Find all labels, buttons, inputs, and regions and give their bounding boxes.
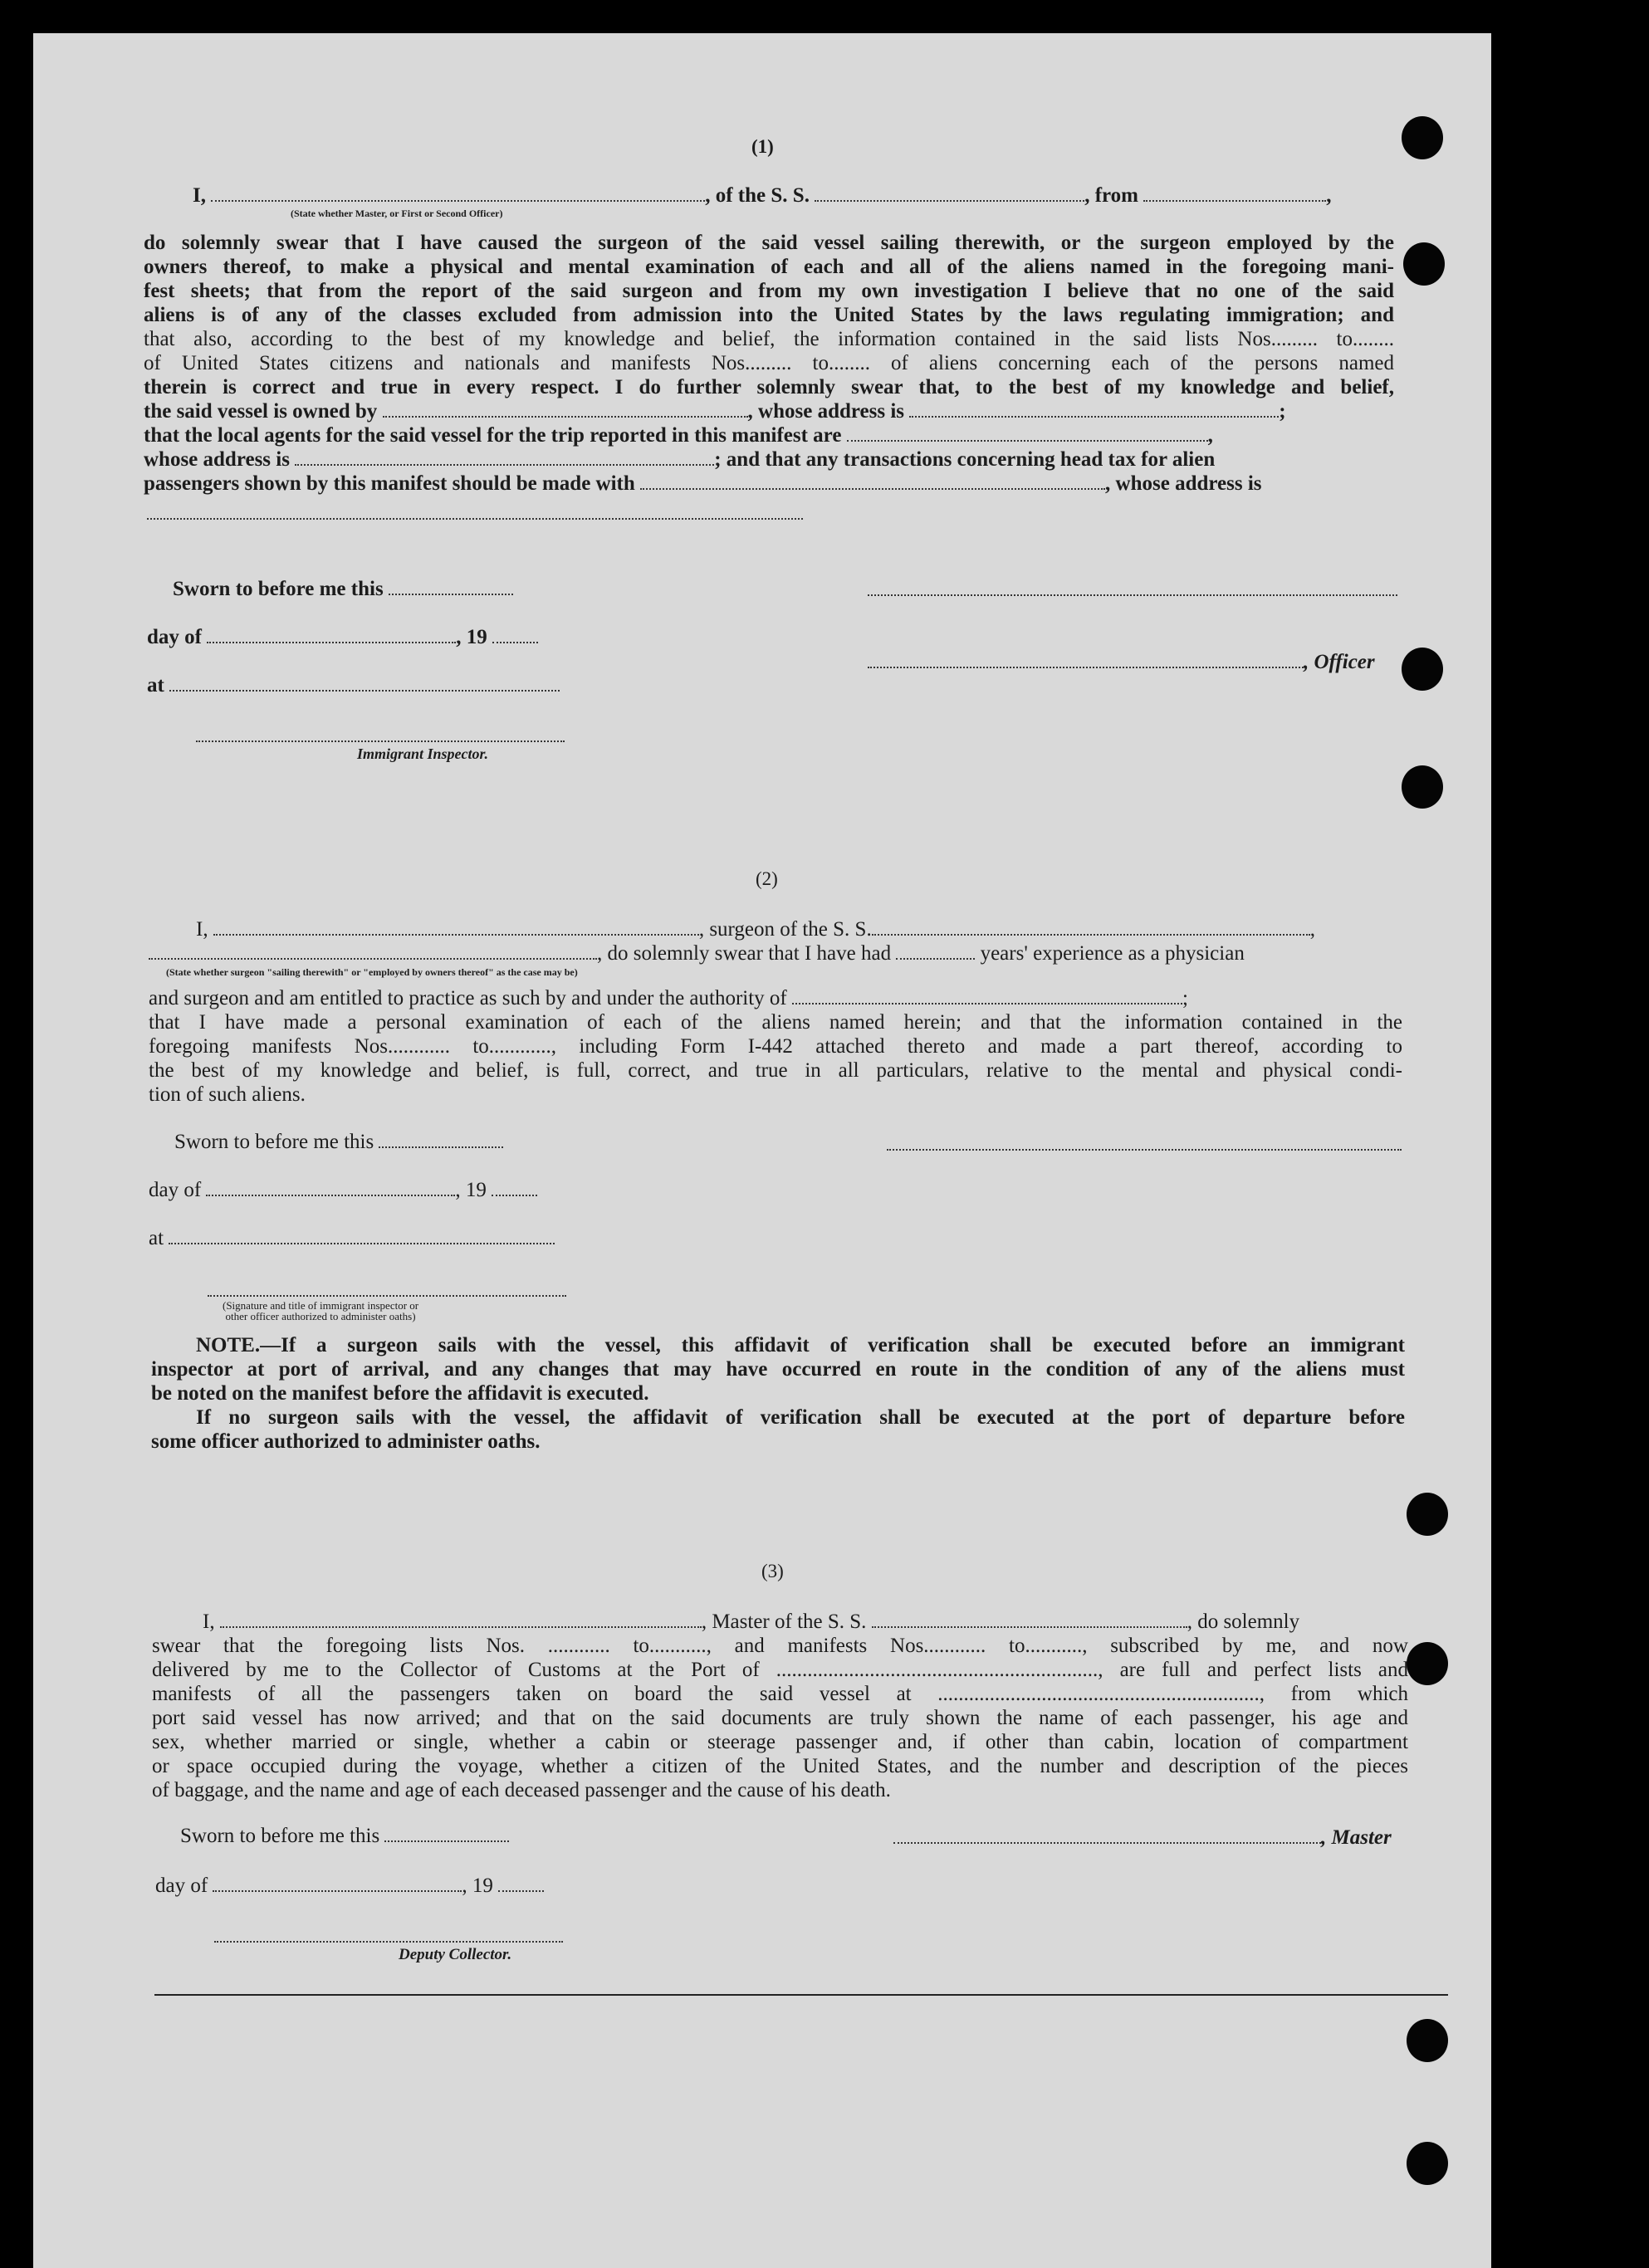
sworn-label: Sworn to before me this	[174, 1131, 374, 1153]
day-of-line	[147, 626, 538, 649]
punch-hole-icon	[1407, 1642, 1448, 1685]
of-ss-label: , of the S. S.	[705, 184, 810, 207]
paragraph-line	[144, 447, 1394, 472]
pronoun: I,	[203, 1611, 215, 1633]
inspector-signature-blank	[208, 1295, 566, 1297]
agents-address-blank	[295, 452, 714, 466]
paragraph-line: of baggage, and the name and age of each deceased passenger and the cause of his death.	[152, 1779, 891, 1801]
year-blank	[492, 1182, 537, 1196]
surgeon-of-label: , surgeon of the S. S.	[698, 918, 872, 941]
day-of-label: day of	[149, 1179, 202, 1201]
passengers-label: passengers shown by this manifest should be made with	[144, 472, 635, 495]
signature-blank	[887, 1149, 1402, 1151]
month-blank	[207, 629, 456, 643]
field-note: (State whether Master, or First or Second Officer)	[291, 208, 503, 219]
from-label: , from	[1084, 184, 1138, 207]
ship-blank	[815, 188, 1084, 202]
paragraph-line: some officer authorized to administer oaths.	[151, 1430, 541, 1453]
paragraph-line: delivered by me to the Collector of Customs at the Port of .............................................................., are full and perfect lists and	[152, 1659, 1408, 1681]
collector-signature-blank	[214, 1941, 563, 1943]
year-blank	[492, 629, 538, 643]
agents-blank	[847, 428, 1208, 442]
at-label: at	[149, 1227, 164, 1249]
paragraph-line	[144, 423, 1394, 447]
comma: ,	[1309, 918, 1315, 941]
opening-line	[193, 184, 1332, 208]
paragraph-line: foregoing manifests Nos............ to............, including Form I-442 attached thereto and made a part thereof, according to	[149, 1035, 1402, 1058]
sworn-line	[173, 578, 513, 601]
opening-line	[196, 918, 1315, 941]
paragraph-line: aliens is of any of the classes excluded from admission into the United States by the laws regulating immigration; and	[144, 304, 1394, 326]
paragraph-line: be noted on the manifest before the affidavit is executed.	[151, 1382, 649, 1405]
at-label: at	[147, 674, 164, 697]
place-blank	[169, 677, 560, 692]
punch-hole-icon	[1407, 2142, 1448, 2185]
at-line	[147, 674, 560, 697]
day-blank	[379, 1134, 503, 1148]
punch-hole-icon	[1407, 1493, 1448, 1536]
master-paragraph	[152, 1634, 1408, 1802]
comma: ,	[1326, 184, 1332, 207]
address-label: whose address is	[144, 448, 290, 471]
day-blank	[389, 581, 513, 595]
owned-by-label: the said vessel is owned by	[144, 400, 378, 423]
sworn-line	[180, 1825, 509, 1848]
agents-label: that the local agents for the said vessel for the trip reported in this manifest are	[144, 424, 842, 447]
comma: ,	[1207, 424, 1213, 447]
years-text: years' experience as a physician	[980, 942, 1245, 965]
name-blank	[211, 188, 705, 202]
punch-hole-icon	[1403, 242, 1445, 286]
capacity-blank	[149, 946, 597, 960]
oath-paragraph	[144, 231, 1394, 496]
pronoun: I,	[196, 918, 208, 941]
address-label: , whose address is	[1105, 472, 1262, 495]
head-tax-text: ; and that any transactions concerning head tax for alien	[714, 448, 1216, 471]
day-blank	[384, 1828, 509, 1842]
master-signature-blank	[893, 1830, 1321, 1844]
punch-hole-icon	[1402, 765, 1443, 809]
place-blank	[169, 1230, 555, 1244]
year-label: , 19	[462, 1875, 493, 1897]
paragraph-line	[144, 472, 1394, 496]
authority-text: and surgeon and am entitled to practice as such by and under the authority of	[149, 987, 787, 1009]
paragraph-line: swear that the foregoing lists Nos. ............ to..........., and manifests Nos............ to..........., subscribed by me, and now	[152, 1635, 1408, 1657]
paragraph-line: that also, according to the best of my knowledge and belief, the information contained in the said lists Nos......... to........	[144, 328, 1394, 350]
inspector-label: Immigrant Inspector.	[357, 745, 489, 762]
swear-line	[149, 942, 1245, 965]
master-label: , Master	[1321, 1826, 1392, 1849]
semicolon: ;	[1279, 400, 1286, 423]
paragraph-line: of United States citizens and nationals and manifests Nos......... to........ of aliens concerning each of the persons named	[144, 352, 1394, 374]
field-note: (State whether surgeon "sailing therewith" or "employed by owners thereof" as the case may be)	[166, 966, 578, 978]
master-of-label: , Master of the S. S.	[701, 1611, 867, 1633]
paragraph-line: or space occupied during the voyage, whether a citizen of the United States, and the number and description of the pieces	[152, 1755, 1408, 1777]
authority-blank	[792, 990, 1182, 1004]
day-of-line	[155, 1875, 544, 1898]
paragraph-line	[144, 399, 1394, 423]
paragraph-line: do solemnly swear that I have caused the surgeon of the said vessel sailing therewith, or the surgeon employed by the	[144, 232, 1394, 254]
years-blank	[896, 946, 975, 960]
day-of-label: day of	[147, 626, 202, 648]
form-sheet	[33, 33, 1491, 2268]
sworn-line	[174, 1131, 503, 1154]
paragraph-line: sex, whether married or single, whether a cabin or steerage passenger and, if other than cabin, location of compartment	[152, 1731, 1408, 1753]
port-blank	[1143, 188, 1326, 202]
paragraph-line: the best of my knowledge and belief, is full, correct, and true in all particulars, relative to the mental and physical condi-	[149, 1059, 1402, 1082]
owner-address-blank	[909, 403, 1279, 418]
month-blank	[213, 1878, 462, 1892]
ship-blank	[872, 921, 1310, 936]
paragraph-line: manifests of all the passengers taken on board the said vessel at .............................................................., from which	[152, 1683, 1408, 1705]
surgeon-paragraph	[149, 986, 1402, 1107]
collector-label: Deputy Collector.	[399, 1946, 512, 1963]
solemnly-text: , do solemnly	[1187, 1611, 1300, 1633]
officer-label: , Officer	[1304, 651, 1375, 673]
signature-caption	[223, 1300, 418, 1322]
address-blank	[147, 518, 803, 520]
swear-text: , do solemnly swear that I have had	[597, 942, 892, 965]
pronoun: I,	[193, 184, 206, 207]
punch-hole-icon	[1402, 116, 1443, 159]
surgeon-name-blank	[213, 921, 699, 936]
head-tax-agent-blank	[640, 476, 1105, 490]
paragraph-line: owners thereof, to make a physical and mental examination of each and all of the aliens named in the foregoing mani-	[144, 256, 1394, 278]
year-label: , 19	[456, 626, 487, 648]
officer-signature-blank	[868, 654, 1304, 668]
punch-hole-icon	[1407, 2019, 1448, 2062]
punch-hole-icon	[1402, 648, 1443, 691]
paragraph-line: If no surgeon sails with the vessel, the affidavit of verification shall be executed at the port of departure before	[196, 1406, 1405, 1429]
caption-line: other officer authorized to administer oaths)	[225, 1310, 416, 1322]
paragraph-line: therein is correct and true in every respect. I do further solemnly swear that, to the best of my knowledge and belief,	[144, 376, 1394, 398]
at-line	[149, 1227, 555, 1250]
master-name-blank	[220, 1614, 702, 1628]
paragraph-line: that I have made a personal examination of each of the aliens named herein; and that the information contained in the	[149, 1011, 1402, 1034]
year-blank	[498, 1878, 544, 1892]
ship-blank	[872, 1614, 1187, 1628]
opening-line	[203, 1611, 1299, 1634]
note-paragraph	[151, 1333, 1405, 1454]
bottom-rule	[154, 1994, 1448, 1996]
section-heading: (3)	[761, 1561, 784, 1581]
signature-blank	[868, 594, 1397, 596]
day-of-label: day of	[155, 1875, 208, 1897]
paragraph-line: NOTE.—If a surgeon sails with the vessel, this affidavit of verification shall be executed before an immigrant	[196, 1334, 1405, 1356]
paragraph-line: fest sheets; that from the report of the said surgeon and from my own investigation I believe that no one of the said	[144, 280, 1394, 302]
day-of-line	[149, 1179, 537, 1202]
month-blank	[206, 1182, 455, 1196]
sworn-label: Sworn to before me this	[180, 1825, 380, 1847]
semicolon: ;	[1182, 987, 1188, 1009]
paragraph-line: inspector at port of arrival, and any changes that may have occurred en route in the condition of any of the aliens must	[151, 1358, 1405, 1381]
section-heading: (1)	[751, 136, 774, 157]
inspector-signature-blank	[196, 741, 565, 742]
paragraph-line	[149, 986, 1402, 1010]
section-heading: (2)	[756, 868, 778, 889]
address-label: , whose address is	[747, 400, 905, 423]
caption-line: (Signature and title of immigrant inspector or	[223, 1299, 419, 1312]
master-signature-line	[893, 1826, 1392, 1850]
owner-blank	[383, 403, 748, 418]
sworn-label: Sworn to before me this	[173, 578, 384, 600]
officer-line	[868, 651, 1375, 674]
paragraph-line: port said vessel has now arrived; and that on the said documents are truly shown the name of each passenger, his age and	[152, 1707, 1408, 1729]
year-label: , 19	[455, 1179, 487, 1201]
paragraph-line: tion of such aliens.	[149, 1083, 306, 1106]
